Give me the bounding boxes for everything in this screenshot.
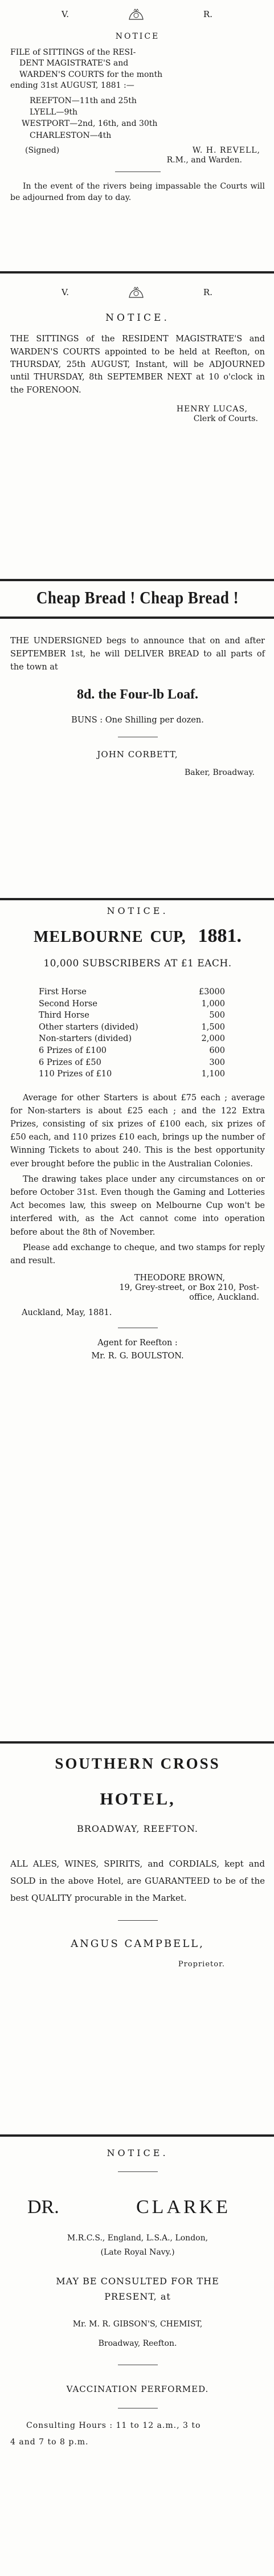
- hotel-name: HOTEL,: [100, 1789, 175, 1808]
- bread-body: THE UNDERSIGNED begs to announce that on and after SEPTEMBER 1st, he will DELIVER BREAD to all parts of the town at: [10, 636, 265, 672]
- signed-name: W. H. REVELL,: [192, 146, 260, 156]
- doctor-surname: CLARKE: [136, 2196, 231, 2218]
- prize-row: [10, 1010, 265, 1022]
- vaccination-line: VACCINATION PERFORMED.: [66, 2383, 209, 2394]
- doctor-name: [10, 2196, 265, 2219]
- prize-label: Second Horse: [39, 999, 97, 1009]
- schedule-line: LYELL—9th: [30, 108, 78, 117]
- prize-label: Non-starters (divided): [39, 1034, 132, 1044]
- notice-body: [10, 47, 265, 92]
- schedule-line: WESTPORT—2nd, 16th, and 30th: [22, 119, 158, 129]
- prize-label: 110 Prizes of £10: [39, 1069, 112, 1079]
- proprietor-name: ANGUS CAMPBELL,: [71, 1938, 205, 1950]
- baker-name: JOHN CORBETT,: [97, 749, 178, 760]
- doctor-title: DR.: [27, 2196, 59, 2218]
- crest-left-letter: V.: [62, 287, 69, 298]
- notice-title: NOTICE.: [107, 2148, 169, 2158]
- divider: [118, 1920, 158, 1921]
- subscribers-line: 10,000 SUBSCRIBERS AT £1 EACH.: [43, 957, 232, 969]
- crest-left-letter: V.: [62, 9, 69, 20]
- proprietor-title: Proprietor.: [178, 1960, 225, 1969]
- prize-label: First Horse: [39, 987, 87, 997]
- signed-label: (Signed): [25, 146, 60, 156]
- prize-row: [10, 1068, 265, 1080]
- melbourne-cup-sweep-advertisement: [0, 900, 274, 1744]
- bread-heading: Cheap Bread ! Cheap Bread !: [36, 587, 239, 608]
- issue-date: Auckland, May, 1881.: [22, 1308, 112, 1318]
- drawing-details: The drawing takes place under any circumstances on or before October 31st. Even though the Gaming and Lotteries Act becomes law, this sweep on Melbourne Cup won't be interfered with, as the Act cannot come into operation before about the 8th of November.: [10, 1174, 265, 1237]
- agent-address: 19, Grey-street, or Box 210, Post-: [119, 1283, 259, 1293]
- prize-amount: 1,000: [201, 999, 225, 1009]
- body-line: FILE of SITTINGS of the RESI-: [10, 47, 136, 57]
- body-line: ending 31st AUGUST, 1881 :—: [10, 81, 134, 91]
- buns-price: BUNS : One Shilling per dozen.: [71, 715, 204, 725]
- prize-amount: 1,500: [201, 1022, 225, 1032]
- royal-crest-icon: [128, 286, 145, 300]
- notice-footer: In the event of the rivers being impassable the Courts will be adjourned from day to day.: [10, 182, 265, 202]
- navy-service: (Late Royal Navy.): [100, 2247, 175, 2257]
- hotel-name: SOUTHERN CROSS: [55, 1755, 220, 1772]
- prize-row: [10, 1057, 265, 1069]
- schedule-line: CHARLESTON—4th: [30, 130, 112, 140]
- prize-row: [10, 1033, 265, 1045]
- agent-address: office, Auckland.: [189, 1293, 259, 1303]
- agent-name: THEODORE BROWN,: [134, 1273, 225, 1283]
- adjournment-body: THE SITTINGS of the RESIDENT MAGISTRATE'S and WARDEN'S COURTS appointed to be held at Reefton, on THURSDAY, 25th AUGUST, Instant, will be ADJOURNED until THURSDAY, 8th SEPTEMBER NEXT at 10 o'clock in the FORENOON.: [10, 334, 265, 395]
- court-sittings-notice: [0, 0, 274, 273]
- body-line: WARDEN'S COURTS for the month: [19, 70, 163, 79]
- signature-row: [10, 146, 265, 156]
- prize-amount: £3000: [198, 987, 225, 997]
- prize-amount: 500: [209, 1011, 225, 1020]
- headline-year: 1881.: [198, 925, 242, 946]
- headline-melbourne: MELBOURNE: [33, 928, 144, 946]
- hotel-body: ALL ALES, WINES, SPIRITS, and CORDIALS, kept and SOLD in the above Hotel, are GUARANTEED to be of the best QUALITY procurable in the Market.: [10, 1859, 265, 1904]
- court-adjournment-notice: [0, 273, 274, 581]
- prize-amount: 1,100: [201, 1069, 225, 1079]
- southern-cross-hotel-advertisement: [0, 1744, 274, 2137]
- qualifications: M.R.C.S., England, L.S.A., London,: [67, 2233, 208, 2243]
- schedule-line: REEFTON—11th and 25th: [30, 96, 137, 105]
- consult-street: Broadway, Reefton.: [98, 2339, 177, 2349]
- consulting-hours: Consulting Hours : 11 to 12 a.m., 3 to: [26, 2421, 201, 2431]
- melbourne-cup-headline: [10, 925, 265, 948]
- cheap-bread-advertisement: [0, 581, 274, 900]
- prize-amount: 2,000: [201, 1034, 225, 1044]
- consult-venue: Mr. M. R. GIBSON'S, CHEMIST,: [72, 2319, 203, 2329]
- crest-row: [10, 286, 265, 300]
- crest-row: [10, 8, 265, 22]
- signed-title: R.M., and Warden.: [166, 155, 242, 165]
- prize-amount: 300: [209, 1058, 225, 1067]
- consult-line: MAY BE CONSULTED FOR THE: [56, 2276, 219, 2287]
- sweep-details: Average for other Starters is about £75 each ; average for Non-starters is about £25 each ; and the 122 Extra Prizes, consisting of six prizes of £100 each, six prizes of £50 each, and 110 prizes £10 each, brings up the number of Winning Tickets to about 240. This is the best opportunity ever brought before the public in the Australian Colonies.: [10, 1093, 265, 1169]
- headline-cup: CUP,: [150, 928, 186, 946]
- baker-trade: Baker, Broadway.: [184, 768, 255, 777]
- prize-row: [10, 998, 265, 1010]
- prize-row: [10, 1045, 265, 1057]
- dr-clarke-notice: [0, 2137, 274, 2576]
- prize-row: [10, 986, 265, 998]
- prize-label: 6 Prizes of £50: [39, 1058, 101, 1067]
- crest-right-letter: R.: [203, 287, 212, 298]
- sittings-schedule: [10, 95, 265, 141]
- prize-label: 6 Prizes of £100: [39, 1046, 107, 1055]
- crest-right-letter: R.: [203, 9, 212, 20]
- consult-line: PRESENT, at: [104, 2291, 171, 2302]
- body-line: DENT MAGISTRATE'S and: [19, 59, 129, 68]
- notice-title: NOTICE.: [105, 312, 170, 324]
- divider: [118, 2171, 158, 2172]
- exchange-note: Please add exchange to cheque, and two stamps for reply and result.: [10, 1243, 265, 1265]
- hotel-location: BROADWAY, REEFTON.: [77, 1823, 198, 1835]
- signer-name: HENRY LUCAS,: [176, 405, 248, 414]
- notice-title: NOTICE: [115, 32, 160, 41]
- heading-rule: [0, 617, 274, 619]
- prize-label: Third Horse: [39, 1011, 89, 1020]
- local-agent-label: Agent for Reefton :: [97, 1338, 178, 1348]
- bread-price: 8d. the Four-lb Loaf.: [76, 687, 199, 703]
- royal-crest-icon: [128, 8, 145, 22]
- signer-title: Clerk of Courts.: [193, 414, 258, 423]
- notice-title: NOTICE.: [107, 905, 169, 916]
- prize-row: [10, 1022, 265, 1034]
- local-agent-name: Mr. R. G. BOULSTON.: [91, 1351, 184, 1361]
- prize-label: Other starters (divided): [39, 1022, 138, 1032]
- prize-amount: 600: [209, 1046, 225, 1055]
- consulting-hours-2: 4 and 7 to 8 p.m.: [10, 2438, 89, 2447]
- prize-list: [10, 986, 265, 1080]
